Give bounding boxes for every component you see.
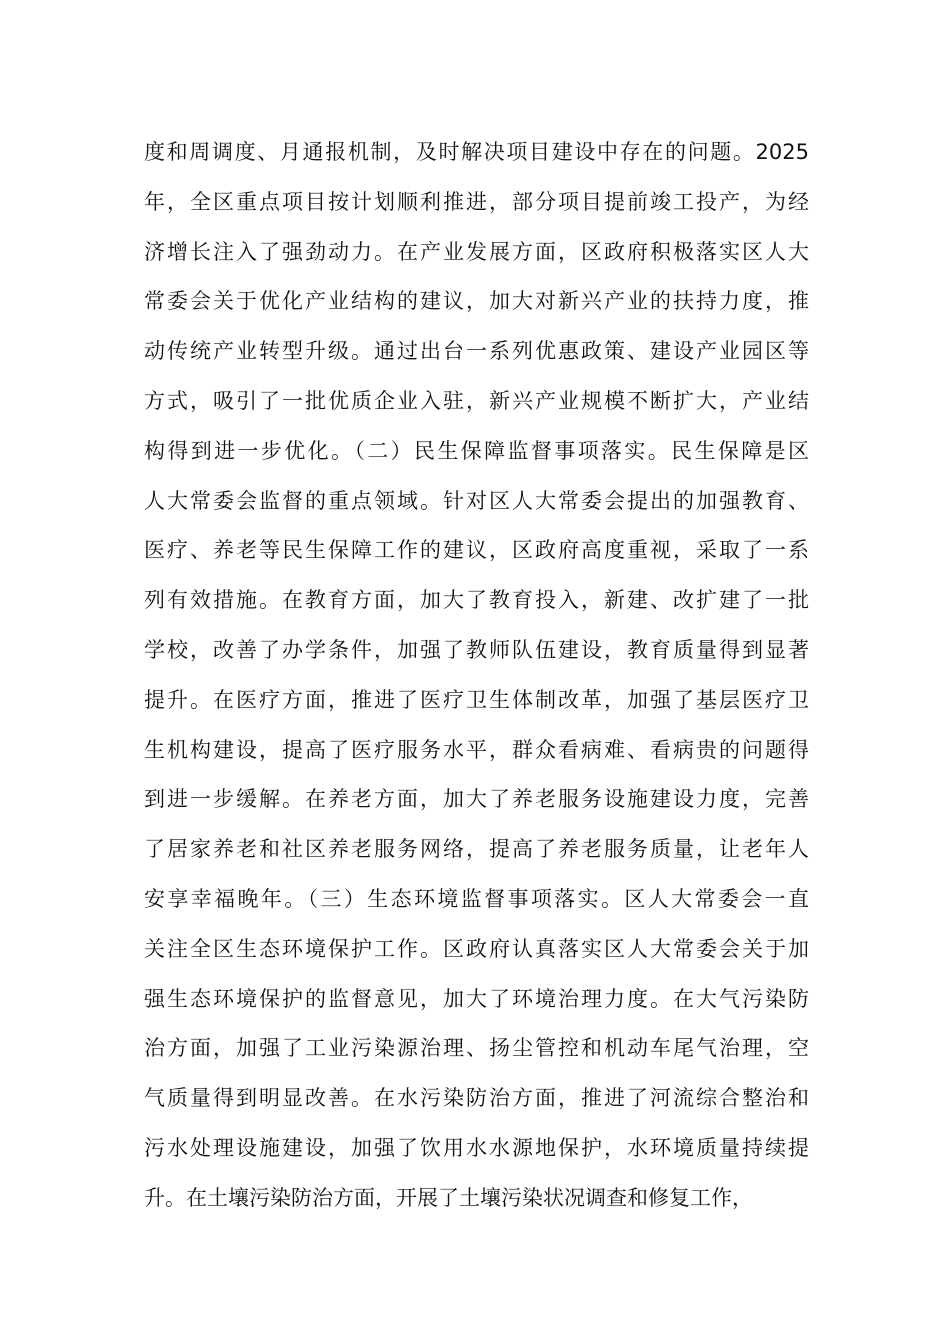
text-line: 动传统产业转型升级。通过出台一系列优惠政策、建设产业园区等 bbox=[144, 339, 809, 364]
text-line: 强生态环境保护的监督意见，加大了环境治理力度。在大气污染防 bbox=[144, 986, 809, 1011]
text-line: 治方面，加强了工业污染源治理、扬尘管控和机动车尾气治理，空 bbox=[144, 1036, 809, 1061]
text-line: 升。在土壤污染防治方面，开展了土壤污染状况调查和修复工作， bbox=[144, 1185, 753, 1210]
text-line: 年，全区重点项目按计划顺利推进，部分项目提前竣工投产，为经 bbox=[144, 189, 809, 214]
text-line: 气质量得到明显改善。在水污染防治方面，推进了河流综合整治和 bbox=[144, 1086, 809, 1111]
text-line: 医疗、养老等民生保障工作的建议，区政府高度重视，采取了一系 bbox=[144, 538, 809, 563]
text-line: 度和周调度、月通报机制，及时解决项目建设中存在的问题。2025 bbox=[144, 140, 809, 164]
text-line: 列有效措施。在教育方面，加大了教育投入，新建、改扩建了一批 bbox=[144, 588, 809, 613]
text-line: 常委会关于优化产业结构的建议，加大对新兴产业的扶持力度，推 bbox=[144, 289, 809, 314]
text-line: 到进一步缓解。在养老方面，加大了养老服务设施建设力度，完善 bbox=[144, 787, 809, 812]
text-line: 构得到进一步优化。（二）民生保障监督事项落实。民生保障是区 bbox=[144, 438, 809, 463]
text-line: 提升。在医疗方面，推进了医疗卫生体制改革，加强了基层医疗卫 bbox=[144, 687, 809, 712]
text-line: 污水处理设施建设，加强了饮用水水源地保护，水环境质量持续提 bbox=[144, 1135, 809, 1160]
text-line: 了居家养老和社区养老服务网络，提高了养老服务质量，让老年人 bbox=[144, 837, 809, 862]
text-line: 人大常委会监督的重点领域。针对区人大常委会提出的加强教育、 bbox=[144, 488, 809, 513]
text-line: 生机构建设，提高了医疗服务水平，群众看病难、看病贵的问题得 bbox=[144, 737, 809, 762]
text-line: 济增长注入了强劲动力。在产业发展方面，区政府积极落实区人大 bbox=[144, 239, 809, 264]
text-line: 方式，吸引了一批优质企业入驻，新兴产业规模不断扩大，产业结 bbox=[144, 388, 809, 413]
text-line: 学校，改善了办学条件，加强了教师队伍建设，教育质量得到显著 bbox=[144, 637, 809, 662]
body-text bbox=[144, 128, 809, 1224]
text-line: 关注全区生态环境保护工作。区政府认真落实区人大常委会关于加 bbox=[144, 936, 809, 961]
text-line: 安享幸福晚年。（三）生态环境监督事项落实。区人大常委会一直 bbox=[144, 886, 809, 911]
